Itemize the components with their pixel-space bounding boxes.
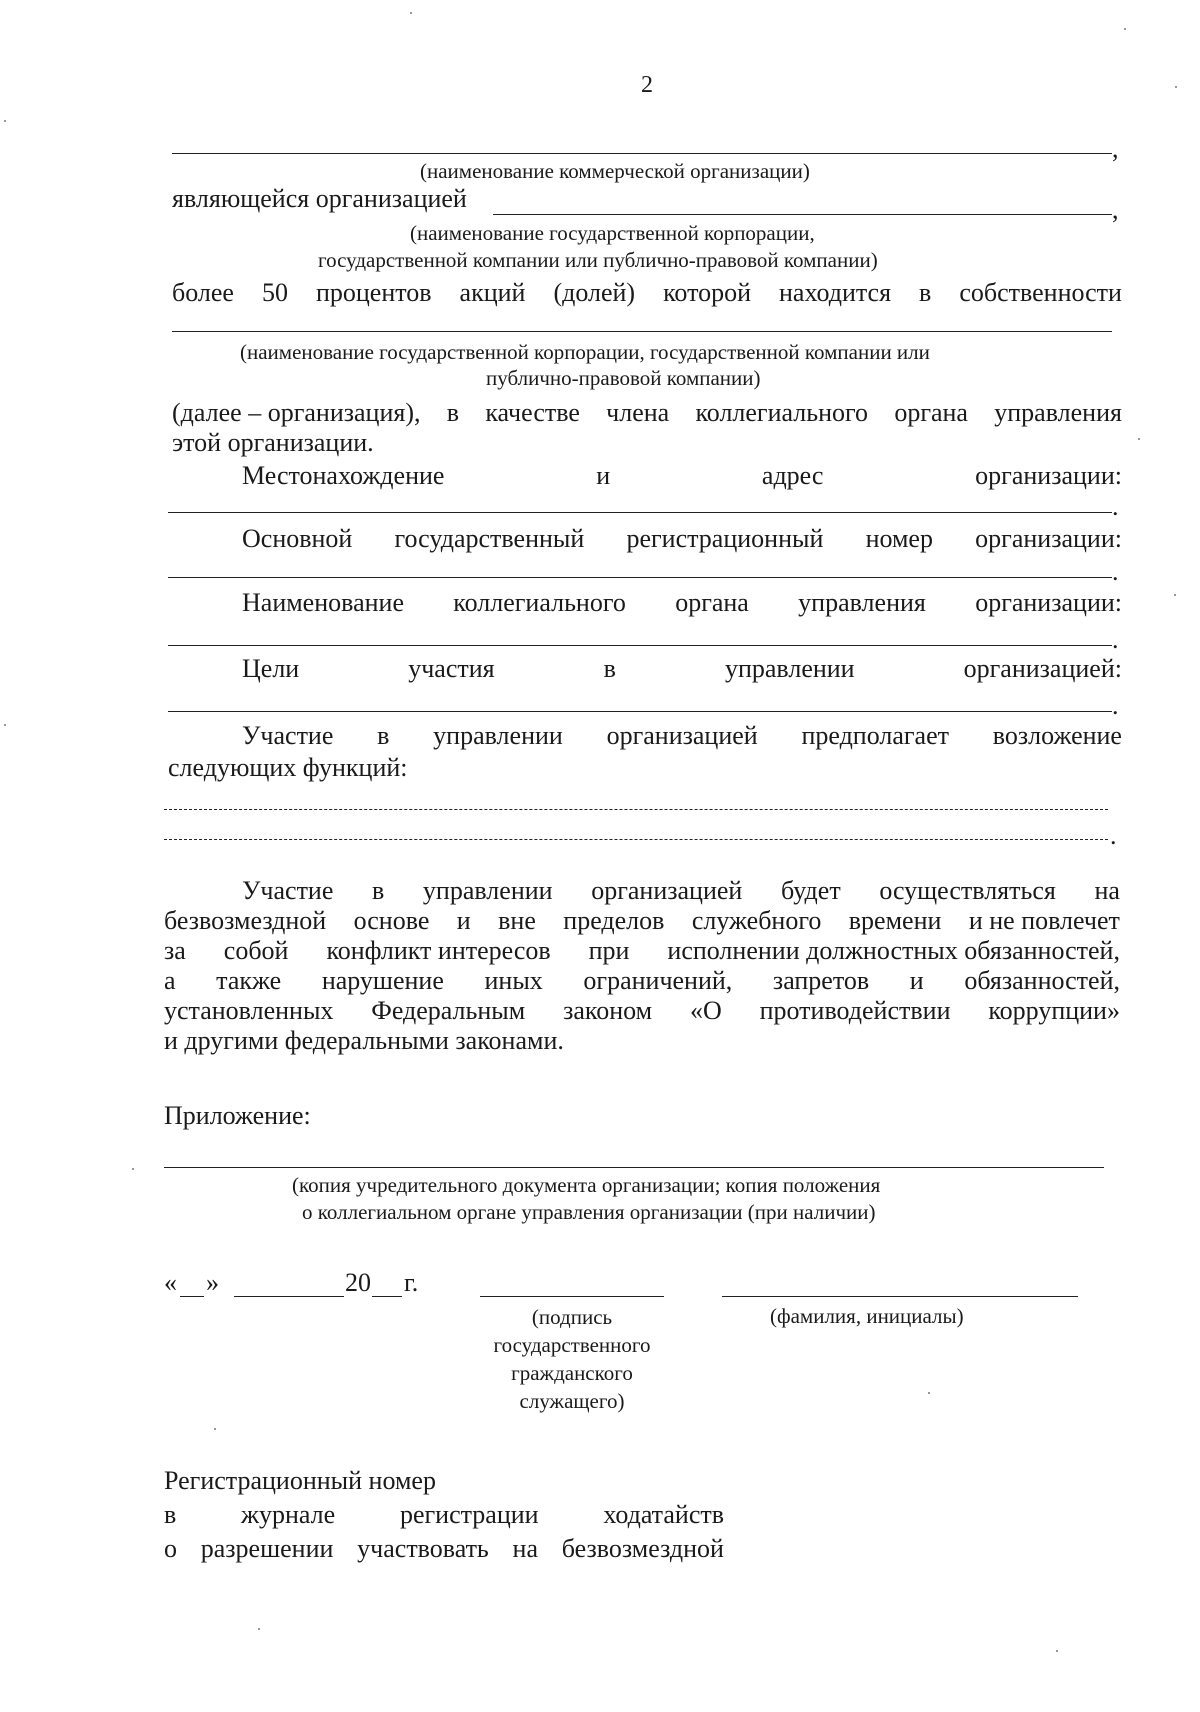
shares-line-word: которой xyxy=(663,278,751,307)
registration-line-2-word: в xyxy=(164,1500,177,1529)
statement-word: и xyxy=(909,966,924,995)
statement-word: обязанностей, xyxy=(964,966,1120,995)
goals-label-word: участия xyxy=(408,654,495,683)
scan-speck xyxy=(928,1392,930,1394)
shares-line-word: собственности xyxy=(959,278,1122,307)
location-label-word: Местонахождение xyxy=(242,461,445,490)
functions-label-word: управлении xyxy=(433,721,563,750)
statement-word: запретов xyxy=(772,966,870,995)
comma-mark: , xyxy=(1112,134,1119,163)
statement-line xyxy=(164,876,1120,906)
statement-word: а xyxy=(164,966,176,995)
further-line-word: члена xyxy=(606,398,670,427)
statement-word: иных xyxy=(484,966,543,995)
further-line-word: коллегиального xyxy=(695,398,869,427)
statement-word: времени xyxy=(848,906,942,935)
scan-speck xyxy=(1175,86,1177,88)
date-month-blank xyxy=(234,1296,344,1297)
fill-line-owner xyxy=(172,331,1112,332)
location-label-word: адрес xyxy=(761,461,824,490)
caption-appendix-2: о коллегиальном органе управления организации (при наличии) xyxy=(302,1200,876,1224)
scan-speck xyxy=(4,724,6,726)
signature-blank xyxy=(480,1296,664,1297)
scan-speck xyxy=(4,120,6,122)
fill-line-commercial-org xyxy=(172,153,1112,154)
body-name-label-word: органа xyxy=(675,588,749,617)
location-label-word: и xyxy=(596,461,611,490)
caption-signature-line: служащего) xyxy=(519,1389,625,1413)
caption-owner-2: публично-правовой компании) xyxy=(486,366,761,390)
further-line-word: органа xyxy=(894,398,968,427)
caption-commercial-org: (наименование коммерческой организации) xyxy=(420,159,810,183)
registration-line-1: Регистрационный номер xyxy=(164,1466,436,1495)
functions-label-word: организацией xyxy=(606,721,758,750)
functions-line-2: следующих функций: xyxy=(168,753,408,782)
fill-line-location xyxy=(168,512,1112,513)
further-line-2: этой организации. xyxy=(172,428,374,457)
ogrn-label-word: Основной xyxy=(242,524,353,553)
ogrn-label-word: организации: xyxy=(975,524,1122,553)
scan-speck xyxy=(1138,438,1140,440)
fill-line-appendix xyxy=(164,1167,1104,1168)
caption-state-corp-2: государственной компании или публично-правовой компании) xyxy=(318,248,878,272)
statement-word: законом xyxy=(563,996,653,1025)
name-blank xyxy=(722,1296,1078,1297)
registration-line-3 xyxy=(164,1534,724,1564)
registration-line-2 xyxy=(164,1500,724,1530)
date-year-suffix: г. xyxy=(404,1268,419,1297)
statement-word: собой xyxy=(223,936,289,965)
fill-line-goals xyxy=(168,711,1112,712)
date-open-quote: « xyxy=(164,1268,177,1297)
scan-speck xyxy=(214,1428,216,1430)
registration-line-3-word: безвозмездной xyxy=(561,1534,724,1563)
statement-word: управлении xyxy=(422,876,553,905)
statement-word: и xyxy=(456,906,471,935)
scan-speck xyxy=(1124,28,1126,30)
registration-line-3-word: участвовать xyxy=(357,1534,489,1563)
statement-word: «О xyxy=(689,996,722,1025)
scan-speck xyxy=(1174,594,1176,596)
location-label-word: организации: xyxy=(975,461,1122,490)
scan-speck xyxy=(1056,1650,1058,1652)
ogrn-label-word: регистрационный xyxy=(626,524,824,553)
scan-speck xyxy=(410,12,412,14)
caption-signature-line: гражданского xyxy=(511,1361,633,1385)
registration-line-2-word: ходатайств xyxy=(603,1500,724,1529)
caption-owner-1: (наименование государственной корпорации, государственной компании или xyxy=(240,340,930,364)
date-day-blank xyxy=(180,1296,204,1297)
fill-line-functions-1 xyxy=(164,809,1108,810)
fill-line-state-corp xyxy=(493,214,1112,215)
goals-label-line xyxy=(242,654,1122,684)
appendix-label: Приложение: xyxy=(164,1101,311,1130)
date-year-blank xyxy=(372,1296,402,1297)
goals-label-word: организацией: xyxy=(963,654,1122,683)
further-line xyxy=(172,398,1122,428)
statement-word: нарушение xyxy=(321,966,444,995)
statement-word: за xyxy=(164,936,186,965)
further-line-word: качестве xyxy=(485,398,580,427)
functions-label-word: в xyxy=(377,721,390,750)
period-mark: . xyxy=(1110,821,1117,850)
functions-label-word: возложение xyxy=(992,721,1122,750)
date-close-quote: » xyxy=(206,1268,219,1297)
statement-word: основе xyxy=(353,906,430,935)
statement-word: противодействии xyxy=(759,996,951,1025)
statement-word: будет xyxy=(780,876,841,905)
statement-word: осуществляться xyxy=(879,876,1056,905)
shares-line-word: находится xyxy=(779,278,892,307)
statement-word: в xyxy=(372,876,385,905)
statement-word: ограничений, xyxy=(583,966,733,995)
registration-line-2-word: журнале xyxy=(241,1500,336,1529)
statement-line xyxy=(164,996,1120,1026)
caption-signature-line: (подпись xyxy=(531,1305,613,1329)
functions-label-word: Участие xyxy=(242,721,334,750)
goals-label-word: в xyxy=(603,654,616,683)
statement-word: Участие xyxy=(242,876,334,905)
goals-label-word: Цели xyxy=(242,654,300,683)
body-name-label-word: Наименование xyxy=(242,588,404,617)
statement-line xyxy=(164,936,1120,966)
shares-line-word: акций xyxy=(459,278,526,307)
statement-paragraph xyxy=(164,876,1120,1056)
registration-line-3-word: разрешении xyxy=(200,1534,334,1563)
being-organization-label: являющейся организацией xyxy=(172,184,467,213)
statement-word: безвозмездной xyxy=(164,906,327,935)
statement-last-line: и другими федеральными законами. xyxy=(164,1026,564,1055)
registration-line-3-word: о xyxy=(164,1534,177,1563)
comma-mark: , xyxy=(1112,195,1119,224)
statement-word: конфликт интересов xyxy=(326,936,551,965)
statement-word: пределов xyxy=(563,906,665,935)
further-line-word: управления xyxy=(994,398,1122,427)
period-mark: . xyxy=(1112,557,1119,586)
shares-line-word: 50 xyxy=(261,278,288,307)
ogrn-label-word: государственный xyxy=(394,524,585,553)
caption-signature-line: государственного xyxy=(493,1333,651,1357)
body-name-label-word: организации: xyxy=(975,588,1122,617)
functions-label-word: предполагает xyxy=(801,721,949,750)
statement-word: коррупции» xyxy=(988,996,1120,1025)
body-name-label-line xyxy=(242,588,1122,618)
further-line-word: в xyxy=(446,398,460,427)
statement-word: исполнении должностных обязанностей, xyxy=(667,936,1120,965)
statement-word: установленных xyxy=(164,996,334,1025)
shares-line-word: в xyxy=(919,278,932,307)
body-name-label-word: управления xyxy=(798,588,926,617)
statement-line xyxy=(164,966,1120,996)
caption-state-corp-1: (наименование государственной корпорации, xyxy=(410,221,815,245)
body-name-label-word: коллегиального xyxy=(453,588,626,617)
ogrn-label-line xyxy=(242,524,1122,554)
statement-word: вне xyxy=(498,906,536,935)
statement-line xyxy=(164,906,1120,936)
shares-line xyxy=(172,278,1122,308)
period-mark: . xyxy=(1112,625,1119,654)
statement-word: Федеральным xyxy=(371,996,526,1025)
shares-line-word: процентов xyxy=(315,278,432,307)
further-line-word: (далее – организация), xyxy=(172,398,421,427)
functions-label-line xyxy=(242,721,1122,751)
period-mark: . xyxy=(1112,691,1119,720)
caption-signature xyxy=(472,1303,672,1415)
caption-name: (фамилия, инициалы) xyxy=(770,1304,964,1328)
statement-word: при xyxy=(588,936,630,965)
fill-line-body-name xyxy=(168,645,1112,646)
statement-word: организацией xyxy=(591,876,743,905)
statement-word: также xyxy=(216,966,282,995)
scan-speck xyxy=(132,1168,134,1170)
scan-speck xyxy=(258,1628,260,1630)
ogrn-label-word: номер xyxy=(865,524,933,553)
caption-appendix-1: (копия учредительного документа организации; копия положения xyxy=(292,1173,881,1197)
statement-word: служебного xyxy=(691,906,822,935)
registration-line-2-word: регистрации xyxy=(399,1500,539,1529)
statement-word: на xyxy=(1094,876,1120,905)
page-number: 2 xyxy=(641,72,653,98)
date-year-prefix: 20 xyxy=(345,1268,371,1297)
goals-label-word: управлении xyxy=(724,654,855,683)
shares-line-word: (долей) xyxy=(553,278,636,307)
shares-line-word: более xyxy=(172,278,234,307)
location-label-line xyxy=(242,461,1122,491)
period-mark: . xyxy=(1112,492,1119,521)
statement-word: и не повлечет xyxy=(968,906,1120,935)
fill-line-ogrn xyxy=(168,577,1112,578)
fill-line-functions-2 xyxy=(164,839,1108,840)
registration-line-3-word: на xyxy=(512,1534,539,1563)
